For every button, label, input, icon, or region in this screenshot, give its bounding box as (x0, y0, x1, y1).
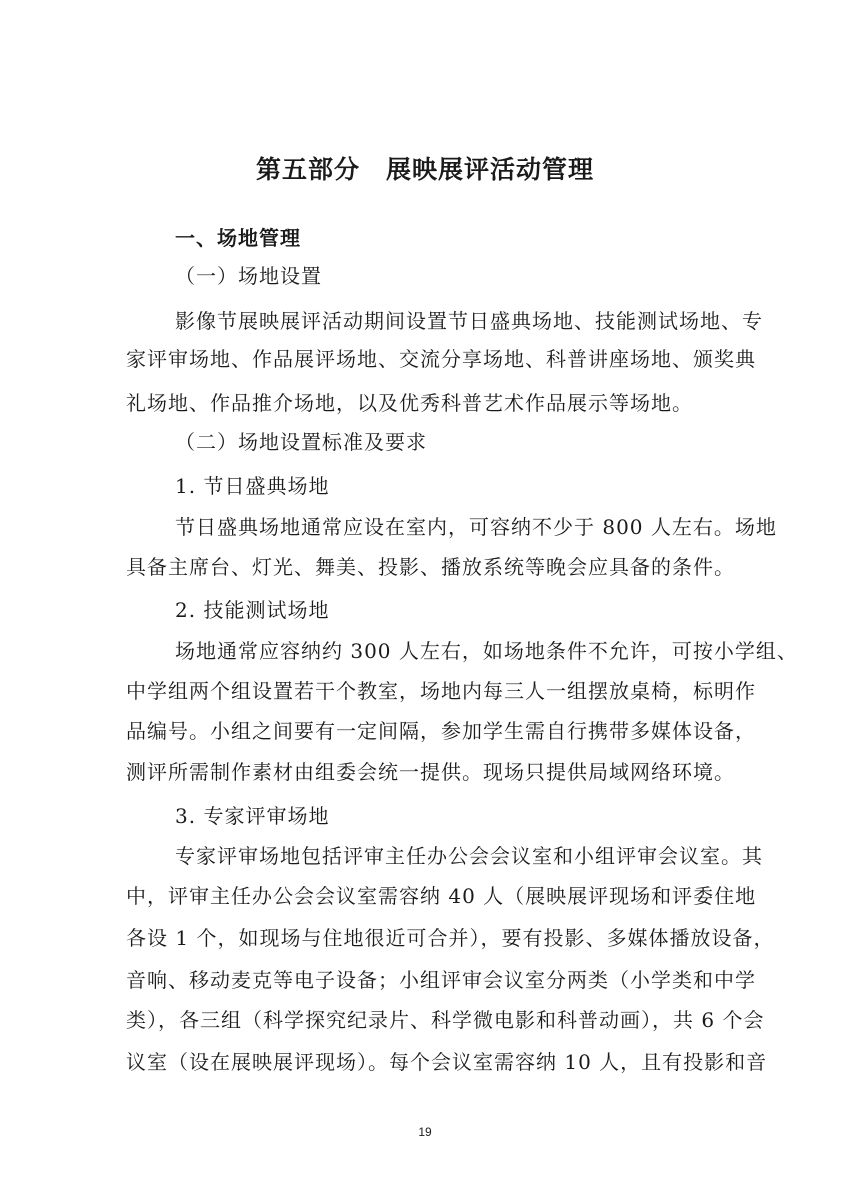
paragraph-line: 中学组两个组设置若干个教室，场地内每三人一组摆放桌椅，标明作 (126, 679, 756, 703)
paragraph-line: 音响、移动麦克等电子设备；小组评审会议室分两类（小学类和中学 (126, 968, 756, 992)
paragraph-line: 类），各三组（科学探究纪录片、科学微电影和科普动画），共 6 个会 (126, 1008, 765, 1032)
paragraph-line: 测评所需制作素材由组委会统一提供。现场只提供局域网络环境。 (126, 760, 735, 784)
section-heading-venue-management: 一、场地管理 (175, 226, 301, 250)
paragraph-line: 场地通常应容纳约 300 人左右，如场地条件不允许，可按小学组、 (175, 639, 798, 663)
paragraph-line: 家评审场地、作品展评场地、交流分享场地、科普讲座场地、颁奖典 (126, 347, 756, 371)
subheading-venue-setup: （一）场地设置 (175, 264, 322, 288)
paragraph-line: 专家评审场地包括评审主任办公会会议室和小组评审会议室。其 (175, 844, 763, 868)
paragraph-line: 具备主席台、灯光、舞美、投影、播放系统等晚会应具备的条件。 (126, 555, 735, 579)
paragraph-line: 品编号。小组之间要有一定间隔，参加学生需自行携带多媒体设备， (126, 719, 756, 743)
page-title: 第五部分 展映展评活动管理 (255, 155, 594, 184)
item-heading-gala-venue: 1. 节日盛典场地 (175, 474, 330, 498)
subheading-venue-standards: （二）场地设置标准及要求 (175, 430, 427, 454)
paragraph-line: 影像节展映展评活动期间设置节日盛典场地、技能测试场地、专 (175, 309, 763, 333)
paragraph-line: 礼场地、作品推介场地，以及优秀科普艺术作品展示等场地。 (126, 391, 693, 415)
paragraph-line: 议室（设在展映展评现场）。每个会议室需容纳 10 人，且有投影和音 (126, 1050, 768, 1074)
paragraph-line: 各设 1 个，如现场与住地很近可合并），要有投影、多媒体播放设备， (126, 926, 775, 950)
item-heading-expert-review-venue: 3. 专家评审场地 (175, 804, 330, 828)
paragraph-line: 节日盛典场地通常应设在室内，可容纳不少于 800 人左右。场地 (175, 515, 777, 539)
item-heading-skills-test-venue: 2. 技能测试场地 (175, 598, 330, 622)
paragraph-line: 中，评审主任办公会会议室需容纳 40 人（展映展评现场和评委住地 (126, 884, 757, 908)
page-number: 19 (418, 1125, 432, 1139)
